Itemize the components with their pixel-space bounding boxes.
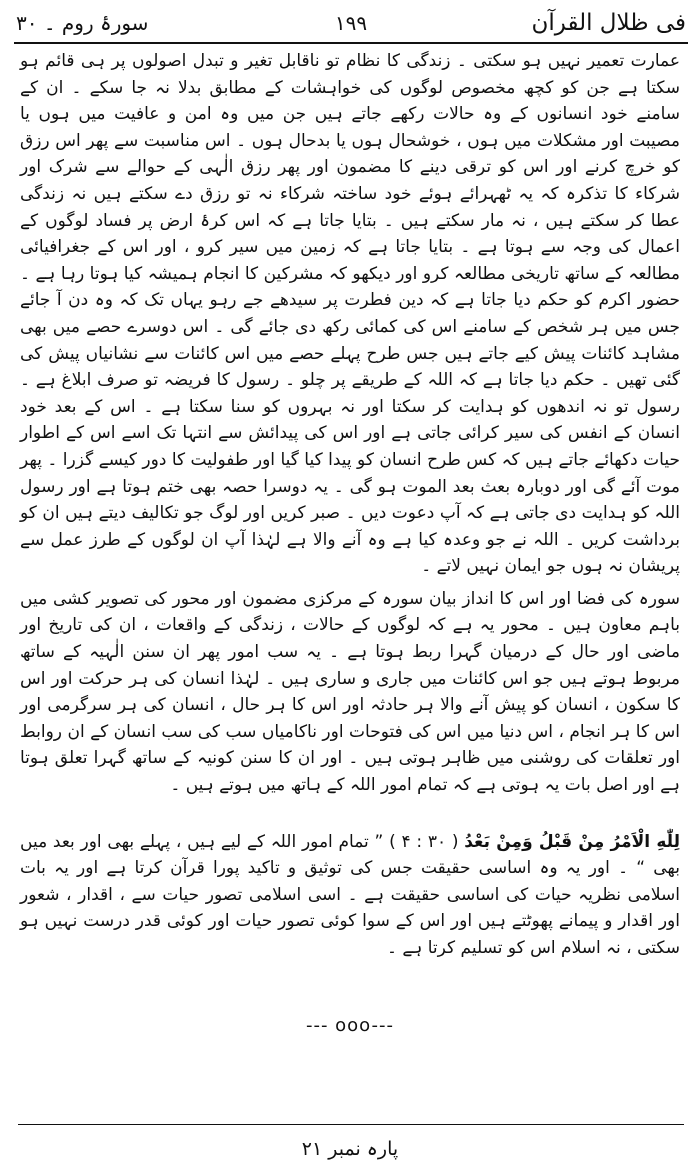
surah-info: سورۂ روم ۔ ۳۰ <box>16 11 149 35</box>
para-number: پارہ نمبر ۲۱ <box>301 1138 399 1160</box>
closing-paragraph <box>20 829 680 962</box>
footer-rule <box>18 1124 684 1125</box>
closing-text: ” تمام امور اللہ کے لیے ہیں ، پہلے بھی اور بعد میں بھی “ ۔ اور یہ وہ اساسی حقیقت جس کی توثیق و تاکید پورا قرآن کرتا ہے اور یہ بات اسلامی نظریہ حیات کی اساسی حقیقت ہے ۔ اسی اسلامی تصور حیات سے ، اقدار ، شعور اور اقدار و پیمانے پھوٹتے ہیں اور اس کے سوا کوئی تصور حیات اور کوئی قدر درست نہیں ہو سکتی ، نہ اسلام اس کو تسلیم کرتا ہے ۔ <box>20 831 680 958</box>
page-header <box>14 6 688 42</box>
paragraph: عمارت تعمیر نہیں ہو سکتی ۔ زندگی کا نظام تو ناقابل تغیر و تبدل اصولوں پر ہی قائم ہو سکتا ہے جن کو کچھ مخصوص لوگوں کی خواہشات کے مطابق بدلا نہ جا سکے ۔ ان کے سامنے خود انسانوں کے وہ حالات رکھے جاتے ہیں جن میں وہ امن و عافیت میں ہوں یا مصیبت اور مشکلات میں ہوں ، خوشحال ہوں یا بدحال ہوں ۔ اس مناسبت سے پھر اس رزق کو خرچ کرنے اور اس کو ترقی دینے کا مضمون اور پھر رزق الٰہی کے حوالے سے شرک اور شرکاء کا تذکرہ کہ یہ ٹھہرائے ہوئے خود ساختہ شرکاء نہ تو رزق دے سکتے ہیں نہ زندگی عطا کر سکتے ہیں ، نہ مار سکتے ہیں ۔ بتایا جاتا ہے کہ اس کرۂ ارض پر فساد لوگوں کے اعمال کی وجہ سے ہوتا ہے ۔ بتایا جاتا ہے کہ زمین میں سیر کرو ، اور اس کے جغرافیائی مطالعہ کے ساتھ تاریخی مطالعہ کرو اور دیکھو کہ مشرکین کا انجام ہمیشہ کیا ہوتا رہا ہے ۔ حضور اکرم کو حکم دیا جاتا ہے کہ دین فطرت پر سیدھے جے رہو یہاں تک کہ وہ دن آ جائے جس میں ہر شخص کے سامنے اس کی کمائی رکھ دی جائے گی ۔ اس دوسرے حصے میں بھی مشاہد کائنات پیش کیے جاتے ہیں جس طرح پہلے حصے میں اس کائنات سے نشانیاں پیش کی گئی تھیں ۔ حکم دیا جاتا ہے کہ اللہ کے طریقے پر چلو ۔ رسول کا فریضہ تو صرف ابلاغ ہے ۔ رسول تو نہ اندھوں کو ہدایت کر سکتا اور نہ بہروں کو سنا سکتا ہے ۔ اس کے بعد خود انسان کے انفس کی سیر کرائی جاتی ہے اور اس کی پیدائش سے انتہا تک اسے اس کے اطوار حیات دکھائے جاتے ہیں کہ کس طرح انسان کو پیدا کیا گیا اور طفولیت کا دور کیسے گزرا ۔ پھر موت آئے گی اور دوبارہ بعث بعد الموت ہو گی ۔ یہ دوسرا حصہ بھی ختم ہوتا ہے اور رسول اللہ کو ہدایت دی جاتی ہے کہ آپ دعوت دیں ۔ صبر کریں اور لوگ جو تکالیف دیتے ہیں ان کو برداشت کریں ۔ اللہ نے جو وعدہ کیا ہے وہ آنے والا ہے لہٰذا آپ ان لوگوں کے طرز عمل سے پریشان نہ ہوں جو ایمان نہیں لاتے ۔ <box>20 51 680 577</box>
quran-ayah: لِلّٰهِ الْاَمْرُ مِنْ قَبْلُ وَمِنْ بَعْدُ <box>464 831 680 852</box>
page-body <box>20 48 680 962</box>
paragraph: سورہ کی فضا اور اس کا انداز بیان سورہ کے مرکزی مضمون اور محور کی تصویر کشی میں باہم معاون ہیں ۔ محور یہ ہے کہ لوگوں کے حالات ، زندگی کے واقعات ، ان کی تاریخ اور ماضی اور حال کے درمیان گہرا ربط ہوتا ہے ۔ یہ سب امور پھر ان سنن الٰہیہ کے ساتھ مربوط ہوتے ہیں جو اس کائنات میں جاری و ساری ہیں ۔ لہٰذا انسان کی ہر حرکت اور اس کا سکون ، انسان کو پیش آنے والا ہر حادثہ اور اس کا ہر حال ، انسان کی ہر سرگرمی اور اس کا ہر انجام ، اس دنیا میں اس کی فتوحات اور ناکامیاں سب کی سب انسان کے ان روابط اور تعلقات کی روشنی میں ظاہر ہوتی ہیں ۔ اور ان کا سنن کونیہ کے ساتھ گہرا تعلق ہوتا ہے اور اصل بات یہ ہوتی ہے کہ تمام امور اللہ کے ہاتھ میں ہوتے ہیں ۔ <box>20 588 680 796</box>
ayah-reference: ( ۳۰ : ۴ ) <box>389 831 459 852</box>
header-rule <box>14 42 688 44</box>
page-number: ۱۹۹ <box>334 11 368 35</box>
section-separator: --- ooo--- <box>305 1015 395 1036</box>
book-title: فی ظلال القرآن <box>531 10 686 36</box>
